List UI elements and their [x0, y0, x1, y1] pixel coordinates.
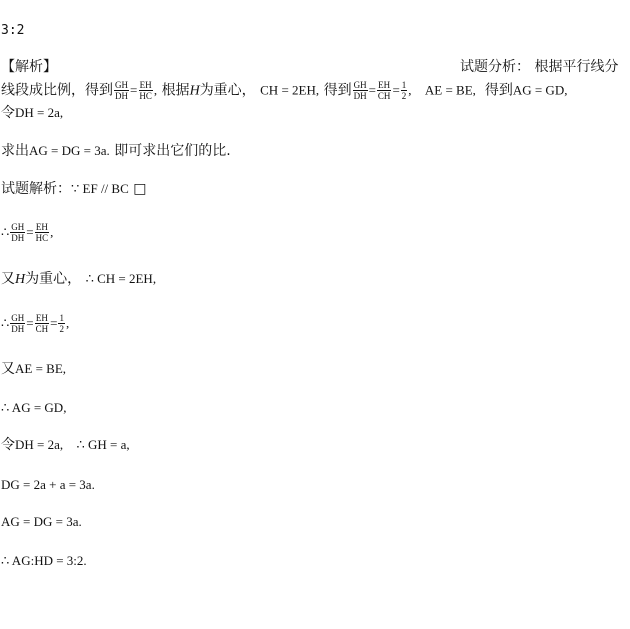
analysis-line-3: 令DH = 2a, — [1, 105, 64, 121]
analysis-text: 线段成比例，得到 — [1, 82, 113, 99]
fraction-eh-hc: $\frac{EH}{HC}$ — [139, 80, 152, 101]
step-centroid: 又H为重心， ∴ CH = 2EH, — [1, 271, 157, 287]
fraction-gh-dh-2: $\frac{GH}{DH}$ — [353, 80, 367, 101]
analysis-title: 【解析】 — [1, 59, 57, 75]
fraction-gh-dh: $\frac{GH}{DH}$ — [115, 80, 128, 101]
answer: 3:2 — [1, 23, 25, 38]
fraction-one-half: $\frac{1}{2}$ — [401, 80, 407, 101]
step-ratio-1: ∴ $\frac{GH}{DH}$ = $\frac{EH}{HC}$ , — [1, 222, 54, 243]
solution-title: 试题解析：∵ EF // BC □ — [1, 181, 147, 197]
step-ratio-2: ∴ $\frac{GH}{DH}$ = $\frac{EH}{CH}$ = $\frac{1}{2}$ , — [1, 313, 70, 334]
fraction-eh-ch: $\frac{EH}{CH}$ — [377, 80, 391, 101]
step-ag-gd: ∴ AG = GD, — [1, 400, 67, 415]
analysis-line-2: 线段成比例，得到 $\frac{GH}{DH}$ = $\frac{EH}{HC}$ , 根据H为重心， CH = 2EH, 得到 $\frac{GH}{DH}$ = $\frac{EH}{CH}$ = $\frac{1}{2}$ , AE = BE, 得到AG = GD, — [1, 80, 568, 101]
step-ae-be: 又AE = BE, — [1, 361, 67, 377]
step-dg: DG = 2a + a = 3a. — [1, 477, 95, 492]
step-final: ∴ AG:HD = 3:2. — [1, 553, 87, 568]
box-glyph: □ — [133, 181, 147, 197]
step-dh: 令DH = 2a, ∴ GH = a, — [1, 437, 130, 453]
step-ag-dg: AG = DG = 3a. — [1, 514, 82, 529]
analysis-line-4: 求出AG = DG = 3a. 即可求出它们的比. — [1, 143, 231, 159]
analysis-intro: 试题分析： 根据平行线分 — [460, 59, 619, 75]
